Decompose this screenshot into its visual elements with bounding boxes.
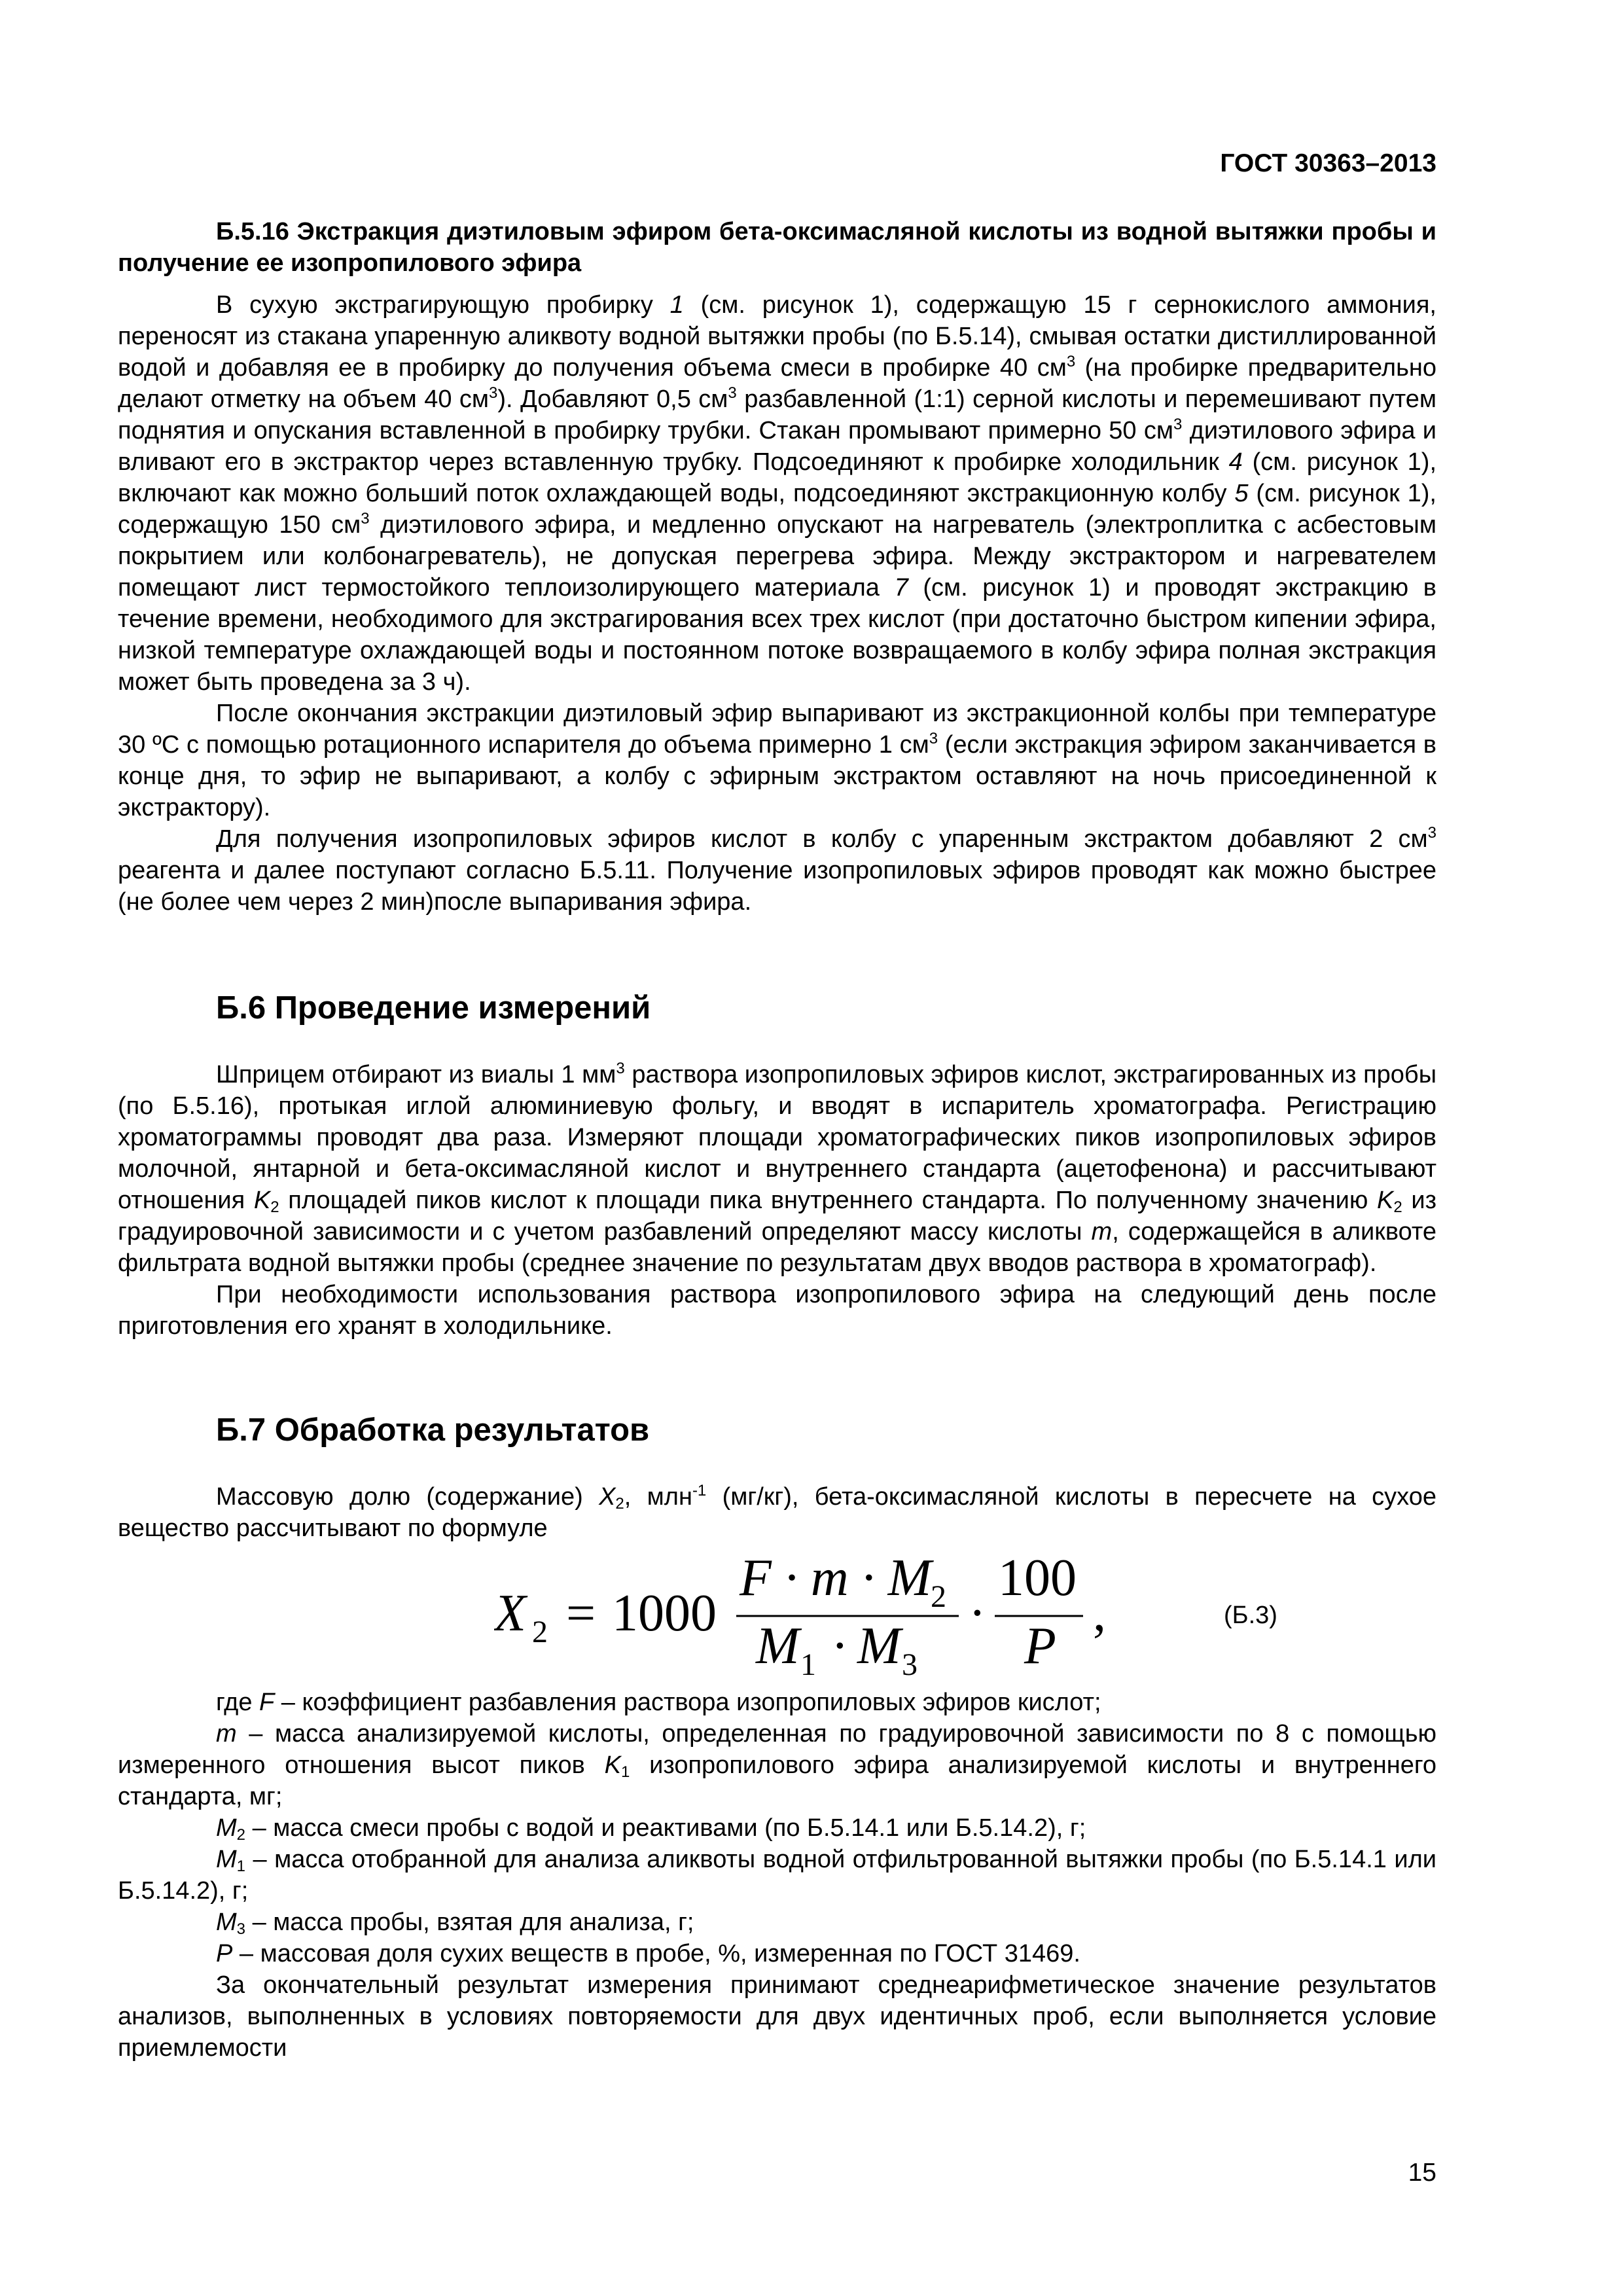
- formula-frac1-den2: M: [857, 1617, 901, 1675]
- formula-frac1-dot: ·: [831, 1617, 849, 1675]
- section-b516: [118, 216, 1436, 918]
- legend-m3: $M_3$ – масса пробы, взятая для анализа, г;: [216, 1909, 694, 1938]
- formula-comma: ,: [1093, 1585, 1106, 1642]
- section-b7: [118, 1410, 1436, 2064]
- formula-frac1-numerator: F · m · M: [740, 1551, 932, 1607]
- formula-frac2-numerator: 100: [998, 1551, 1077, 1607]
- section-b6-title: Б.6 Проведение измерений: [216, 990, 651, 1026]
- section-b6-paragraph-1: Шприцем отбирают из виалы 1 $мм^3$ раствора изопропиловых эфиров кислот, экстрагированных из пробы (по Б.5.16), протыкая иглой алюминиевую фольгу, и вводят в испаритель хроматографа. Регистрацию хроматограммы проводят два раза. Измеряют площади хроматографических пиков изопропиловых эфиров молочной, янтарной и бета-оксимасляной кислот и внутреннего стандарта (ацетофенона) и рассчитывают отношения $K_2$ площадей пиков кислот к площади пика внутреннего стандарта. По полученному значению $K_2$ из градуировочной зависимости и с учетом разбавлений определяют массу кислоты m, содержащейся в аликвоте фильтрата водной вытяжки пробы (среднее значение по результатам двух вводов раствора в хроматограф).: [118, 1060, 1437, 1277]
- legend-f: где F – коэффициент разбавления раствора изопропиловых эфиров кислот;: [216, 1689, 1101, 1716]
- formula-lhs: X: [494, 1585, 526, 1642]
- legend-m1: $M_1$ – масса отобранной для анализа аликвоты водной отфильтрованной вытяжки пробы (по Б.5.14.1 или Б.5.14.2), г;: [118, 1846, 1436, 1905]
- section-b7-title: Б.7 Обработка результатов: [216, 1412, 650, 1448]
- legend-m: m – масса анализируемой кислоты, определенная по градуировочной зависимости по 8 с помощью измеренного отношения высот пиков $K_1$ изопропилового эфира анализируемой кислоты и внутреннего стандарта, мг;: [118, 1720, 1436, 1810]
- legend-p: P – массовая доля сухих веществ в пробе, %, измеренная по ГОСТ 31469.: [216, 1940, 1080, 1967]
- page-number: 15: [1408, 2159, 1436, 2187]
- standard-header: ГОСТ 30363–2013: [1220, 149, 1436, 177]
- formula-frac1-den1-sub: 1: [800, 1647, 816, 1681]
- section-b7-intro: Массовую долю (содержание) $X_2$, млн$^{-1}$ (мг/кг), бета-оксимасляной кислоты в пересчете на сухое вещество рассчитывают по формуле: [118, 1482, 1436, 1542]
- formula-frac1-numerator-sub: 2: [931, 1579, 946, 1614]
- section-b516-paragraph-3: Для получения изопропиловых эфиров кислот в колбу с упаренным экстрактом добавляют 2 $см^3$ реагента и далее поступают согласно Б.5.11. Получение изопропиловых эфиров проводят как можно быстрее (не более чем через 2 мин)после выпаривания эфира.: [118, 824, 1436, 916]
- formula-legend: [118, 1687, 1436, 2064]
- formula-equals: =: [566, 1585, 596, 1642]
- equation-number: (Б.3): [1224, 1602, 1277, 1629]
- section-b516-paragraph-2: После окончания экстракции диэтиловый эфир выпаривают из экстракционной колбы при температуре 30 ºС с помощью ротационного испарителя до объема примерно 1 $см^3$ (если экстракция эфиром заканчивается в конце дня, то эфир не выпаривают, а колбу с эфирным экстрактом оставляют на ночь присоединенной к экстрактору).: [118, 700, 1436, 821]
- section-b516-paragraph-1: В сухую экстрагирующую пробирку 1 (см. рисунок 1), содержащую 15 г сернокислого аммония, переносят из стакана упаренную аликвоту водной вытяжки пробы (по Б.5.14), смывая остатки дистиллированной водой и добавляя ее в пробирку до получения объема смеси в пробирке 40 $см^3$ (на пробирке предварительно делают отметку на объем 40 $см^3$). Добавляют 0,5 $см^3$ разбавленной (1:1) серной кислоты и перемешивают путем поднятия и опускания вставленной в пробирку трубки. Стакан промывают примерно 50 $см^3$ диэтилового эфира и вливают его в экстрактор через вставленную трубку. Подсоединяют к пробирке холодильник 4 (см. рисунок 1), включают как можно больший поток охлаждающей воды, подсоединяют экстракционную колбу 5 (см. рисунок 1), содержащую 150 $см^3$ диэтилового эфира, и медленно опускают на нагреватель (электроплитка с асбестовым покрытием или колбонагреватель), не допуская перегрева эфира. Между экстрактором и нагревателем помещают лист термостойкого теплоизолирующего материала 7 (см. рисунок 1) и проводят экстракцию в течение времени, необходимого для экстрагирования всех трех кислот (при достаточно быстром кипении эфира, низкой температуре охлаждающей воды и постоянном потоке возвращаемого в колбу эфира полная экстракция может быть проведена за 3 ч).: [118, 291, 1436, 696]
- formula-b3: [118, 1551, 1436, 1681]
- formula-mid-dot: ·: [969, 1585, 986, 1642]
- section-b6-paragraph-2: При необходимости использования раствора изопропилового эфира на следующий день после приготовления его хранят в холодильнике.: [118, 1281, 1436, 1340]
- formula-frac1-den2-sub: 3: [902, 1647, 918, 1681]
- formula-graphic: [494, 1551, 1149, 1681]
- final-result-paragraph: За окончательный результат измерения принимают среднеарифметическое значение результатов анализов, выполненных в условиях повторяемости для двух идентичных проб, если выполняется условие приемлемости: [118, 1971, 1436, 2062]
- formula-coefficient: 1000: [612, 1585, 717, 1642]
- formula-frac1-den1: M: [756, 1617, 800, 1675]
- section-b6: [118, 988, 1436, 1342]
- formula-lhs-sub: 2: [532, 1615, 548, 1649]
- legend-m2: $M_2$ – масса смеси пробы с водой и реактивами (по Б.5.14.1 или Б.5.14.2), г;: [216, 1814, 1086, 1844]
- section-b516-title: Б.5.16 Экстракция диэтиловым эфиром бета-оксимасляной кислоты из водной вытяжки пробы и получение ее изопропилового эфира: [118, 218, 1436, 277]
- formula-frac2-denominator: P: [1024, 1617, 1056, 1675]
